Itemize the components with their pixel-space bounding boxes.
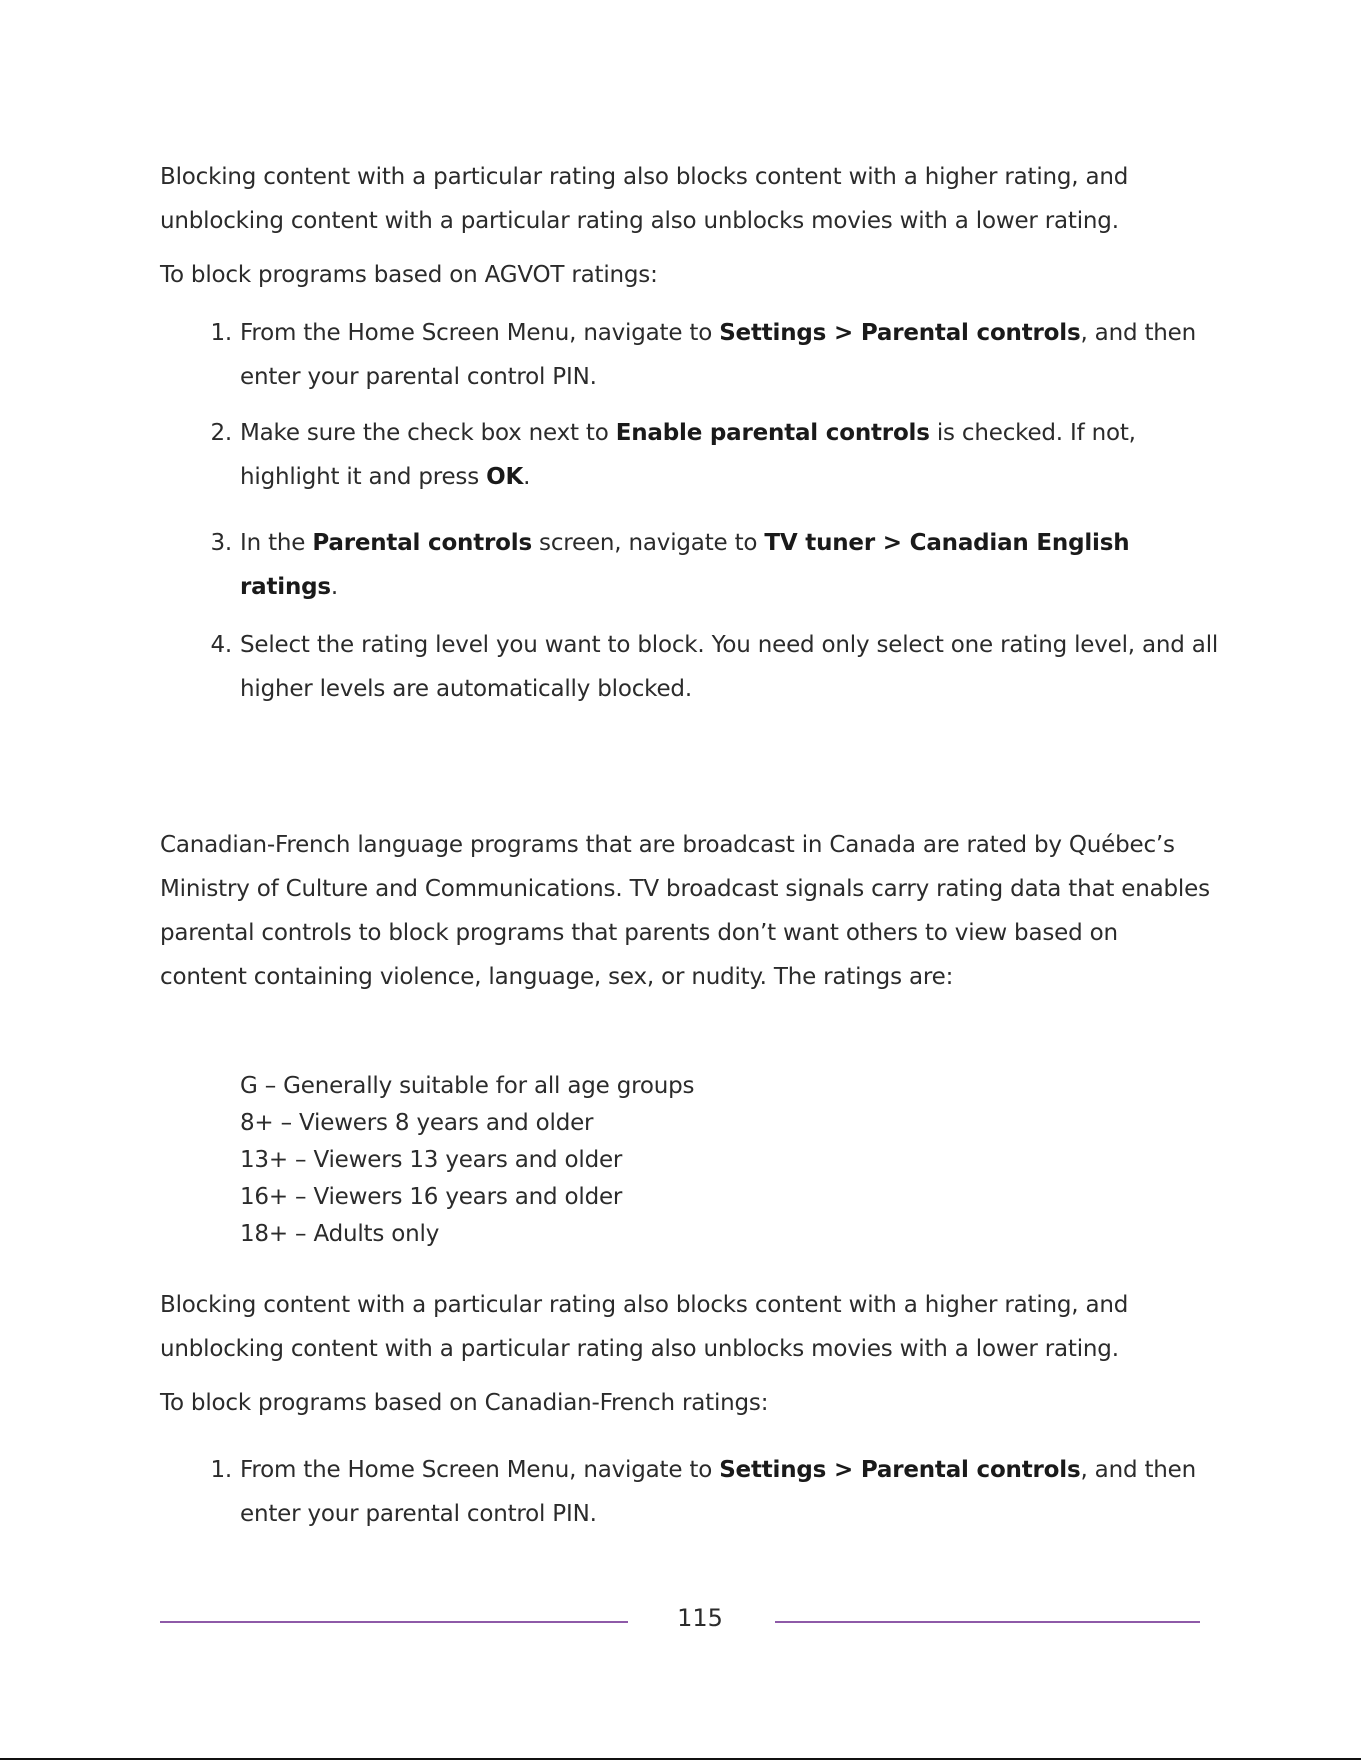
ok-key: OK <box>486 464 524 490</box>
footer-rule-left <box>160 1621 628 1623</box>
menu-path: TV tuner > Canadian English ratings <box>240 530 1130 600</box>
rating-item: 8+ – Viewers 8 years and older <box>240 1110 594 1136</box>
menu-path: Settings > Parental controls <box>719 1457 1081 1483</box>
agvot-intro: To block programs based on AGVOT ratings: <box>160 262 658 288</box>
french-intro: To block programs based on Canadian-French ratings: <box>160 1390 769 1416</box>
rating-item: 16+ – Viewers 16 years and older <box>240 1184 623 1210</box>
page-edge <box>0 1758 1361 1760</box>
rating-item: 13+ – Viewers 13 years and older <box>240 1147 623 1173</box>
step-number: 2. <box>210 420 232 446</box>
step-text: From the Home Screen Menu, navigate to Settings > Parental controls, and then enter your parental control PIN. <box>240 1457 1196 1527</box>
setting-name: Enable parental controls <box>615 420 930 446</box>
step-number: 3. <box>210 530 232 556</box>
menu-path: Settings > Parental controls <box>719 320 1081 346</box>
french-blocking-paragraph: Blocking content with a particular rating also blocks content with a higher rating, and unblocking content with a particular rating also unblocks movies with a lower rating. <box>160 1292 1129 1362</box>
french-intro-paragraph: Canadian-French language programs that are broadcast in Canada are rated by Québec’s Ministry of Culture and Communications. TV broadcast signals carry rating data that enables parental controls to block programs that parents don’t want others to view based on content containing violence, language, sex, or nudity. The ratings are: <box>160 832 1210 990</box>
step-text: Make sure the check box next to Enable parental controls is checked. If not, highlight it and press OK. <box>240 420 1136 490</box>
step-text: Select the rating level you want to block. You need only select one rating level, and all higher levels are automatically blocked. <box>240 632 1219 702</box>
step-text: From the Home Screen Menu, navigate to Settings > Parental controls, and then enter your parental control PIN. <box>240 320 1196 390</box>
step-text: In the Parental controls screen, navigate to TV tuner > Canadian English ratings. <box>240 530 1130 600</box>
step-number: 1. <box>210 1457 232 1483</box>
step-number: 4. <box>210 632 232 658</box>
agvot-blocking-paragraph: Blocking content with a particular rating also blocks content with a higher rating, and unblocking content with a particular rating also unblocks movies with a lower rating. <box>160 164 1129 234</box>
rating-item: G – Generally suitable for all age groups <box>240 1073 695 1099</box>
rating-item: 18+ – Adults only <box>240 1221 440 1247</box>
french-ratings-list <box>240 1068 694 1253</box>
step-number: 1. <box>210 320 232 346</box>
page-number: 115 <box>677 1604 723 1632</box>
screen-name: Parental controls <box>312 530 532 556</box>
footer-rule-right <box>775 1621 1200 1623</box>
